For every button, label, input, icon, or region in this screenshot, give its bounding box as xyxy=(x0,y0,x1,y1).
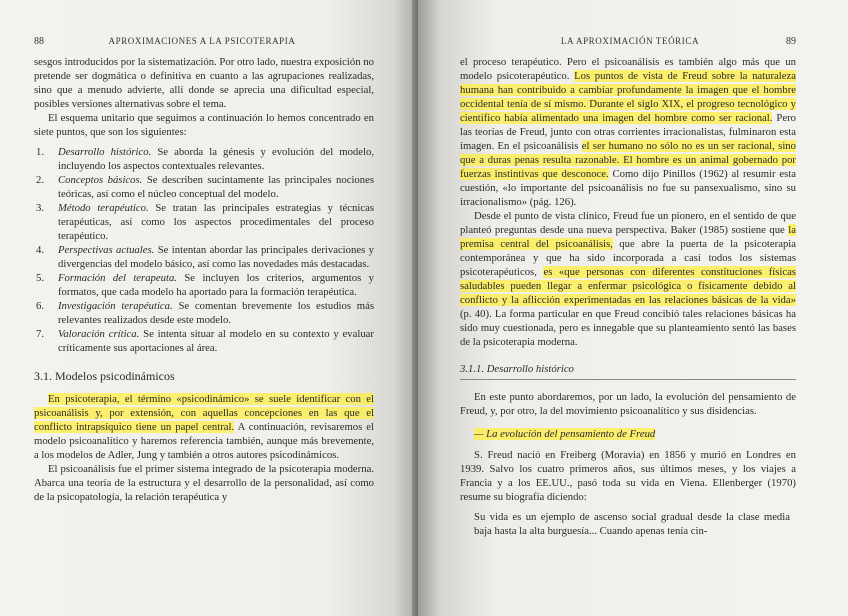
aspect-title: Investigación terapéutica. xyxy=(58,300,173,312)
list-item: 7. Valoración crítica. Se intenta situar al modelo en su contexto y evaluar críticamente sus aportaciones al área. xyxy=(36,328,374,354)
right-running-title: LA APROXIMACIÓN TEÓRICA xyxy=(560,36,700,46)
highlighted-text: Los puntos de vista de Freud sobre la naturaleza humana han contribuido a cambiar profundamente la imagen que el hombre occidental tenía de sí mismo. Durante el siglo XIX, el progreso tecnológico y científico había alimentado una imagen del hombre como ser racional. xyxy=(460,70,796,124)
list-item: 2. Conceptos básicos. Se describen sucintamente las principales nociones teóricas, así como el núcleo conceptual del modelo. xyxy=(36,174,374,200)
list-item: 1. Desarrollo histórico. Se aborda la génesis y evolución del modelo, incluyendo los aspectos contextuales relevantes. xyxy=(36,146,375,172)
aspect-title: Método terapéutico. xyxy=(58,202,149,214)
psychoanalysis-paragraph: El psicoanálisis fue el primer sistema integrado de la psicoterapia moderna. Abarca una teoría de la estructura y el desarrollo de la personalidad, así como de la psicopatología, la relación terapéutica y xyxy=(34,463,374,503)
right-running-head xyxy=(460,36,796,47)
aspect-title: Formación del terapeuta. xyxy=(58,272,177,284)
aspect-title: Perspectivas actuales. xyxy=(58,244,155,256)
list-item: 3. Método terapéutico. Se tratan las principales estrategias y técnicas terapéuticas, así como los aspectos procedimentales del proceso terapéutico. xyxy=(36,202,375,242)
aspect-title: Conceptos básicos. xyxy=(58,174,143,186)
right-page-number: 89 xyxy=(786,36,796,47)
history-intro-paragraph: En este punto abordaremos, por un lado, la evolución del pensamiento de Freud, y, por otro, la del movimiento psicoanalítico y sus disidencias. xyxy=(460,391,796,417)
block-quote: Su vida es un ejemplo de ascenso social gradual desde la clase media baja hasta la alta burguesía... Cuando apenas tenía cin- xyxy=(474,511,790,537)
highlighted-text: En psicoterapia, el término «psicodinámico» se suele identificar con el psicoanálisis y, por extensión, con aquellas concepciones en las que el conflicto intrapsíquico tiene un papel central. xyxy=(34,393,374,433)
left-page xyxy=(0,0,418,616)
left-running-head xyxy=(34,36,374,47)
schema-paragraph: El esquema unitario que seguimos a continuación lo hemos concentrado en siete puntos, que son los siguientes: xyxy=(34,112,374,138)
left-page-number: 88 xyxy=(34,36,44,47)
aspect-title: Valoración crítica. xyxy=(58,328,140,340)
left-running-title: APROXIMACIONES A LA PSICOTERAPIA xyxy=(108,36,296,46)
highlighted-text: la premisa central del psicoanálisis, xyxy=(460,224,796,250)
freud-influence-paragraph: el proceso terapéutico. Pero el psicoanálisis es también algo más que un modelo psicoterapéutico. Los puntos de vista de Freud sobre la naturaleza humana han contribuido a cambiar profundamente la imagen que el hombre occidental tenía de sí mismo. Durante el siglo XIX, el progreso tecnológico y científico había alimentado una imagen del hombre como ser racional. Pero las teorías de Freud, junto con otras corrientes irracionalistas, fulminaron esta imagen. En el psicoanálisis el ser humano no sólo no es un ser racional, sino que a duras penas resulta razonable. El hombre es un animal gobernado por fuerzas instintivas que desconoce. Como dijo Pinillos (1962) al resumir esta cuestión, «lo importante del psicoanálisis no fue su pansexualismo, sino su irracionalismo» (pág. 126). xyxy=(460,56,796,208)
list-item: 5. Formación del terapeuta. Se incluyen los criterios, argumentos y formatos, que cada modelo ha aportado para la formación terapéutica. xyxy=(36,272,374,298)
highlighted-text: el ser humano no sólo no es un ser racional, sino que a duras penas resulta razonable. El hombre es un animal gobernado por fuerzas instintivas que desconoce. xyxy=(460,140,796,180)
intro-paragraph: sesgos introducidos por la sistematización. Por otro lado, nuestra exposición no pretende ser dogmática o definitiva en cuanto a las agrupaciones realizadas, sino que a menudo advierte, allí donde se aprecia una dificultad especial, posibles versiones alternativas sobre el tema. xyxy=(34,56,374,110)
aspects-list xyxy=(34,145,374,355)
list-item: 4. Perspectivas actuales. Se intentan abordar las principales derivaciones y divergencias del modelo básico, así como las novedades más destacadas. xyxy=(36,244,374,270)
right-page xyxy=(418,0,848,616)
section-title: 3.1. Modelos psicodinámicos xyxy=(34,369,175,383)
psychodynamic-paragraph: En psicoterapia, el término «psicodinámico» se suele identificar con el psicoanálisis y, por extensión, con aquellas concepciones en las que el conflicto intrapsíquico tiene un papel central. A continuación, revisaremos el modelo psicoanalítico y haremos referencia también, aunque más brevemente, a los modelos de Adler, Jung y también a otros autores psicodinámicos. xyxy=(34,393,374,461)
aspect-title: Desarrollo histórico. xyxy=(58,146,152,158)
subsection-title: 3.1.1. Desarrollo histórico xyxy=(460,363,796,380)
subsubsection-title: — La evolución del pensamiento de Freud xyxy=(474,428,656,440)
list-item: 6. Investigación terapéutica. Se comentan brevemente los estudios más relevantes realizados desde este modelo. xyxy=(36,300,374,326)
highlighted-text: es «que personas con diferentes constituciones físicas saludables pueden llegar a enfermar psicológica o físicamente debido al conflicto y la aflicción experimentadas en las relaciones básicas de la vida» xyxy=(460,266,796,306)
freud-biography-paragraph: S. Freud nació en Freiberg (Moravia) en 1856 y murió en Londres en 1939. Salvo los cuatro primeros años, sus últimos meses, y los viajes a Francia y a los EE.UU., pasó toda su vida en Viena. Ellenberger (1970) resume su biografía diciendo: xyxy=(460,449,796,503)
clinical-paragraph: Desde el punto de vista clínico, Freud fue un pionero, en el sentido de que planteó preguntas desde una nueva perspectiva. Baker (1985) sostiene que la premisa central del psicoanálisis, que abre la puerta de la psicoterapia contemporánea y que ha sido incorporada a casi todos los sistemas psicoterapéuticos, es «que personas con diferentes constituciones físicas saludables pueden llegar a enfermar psicológica o físicamente debido al conflicto y la aflicción experimentadas en las relaciones básicas de la vida» (p. 40). La forma particular en que Freud concibió tales relaciones básicas ha sido muy cuestionada, pero es innegable que su planteamiento sentó las bases de la psicoterapia moderna. xyxy=(460,210,797,348)
